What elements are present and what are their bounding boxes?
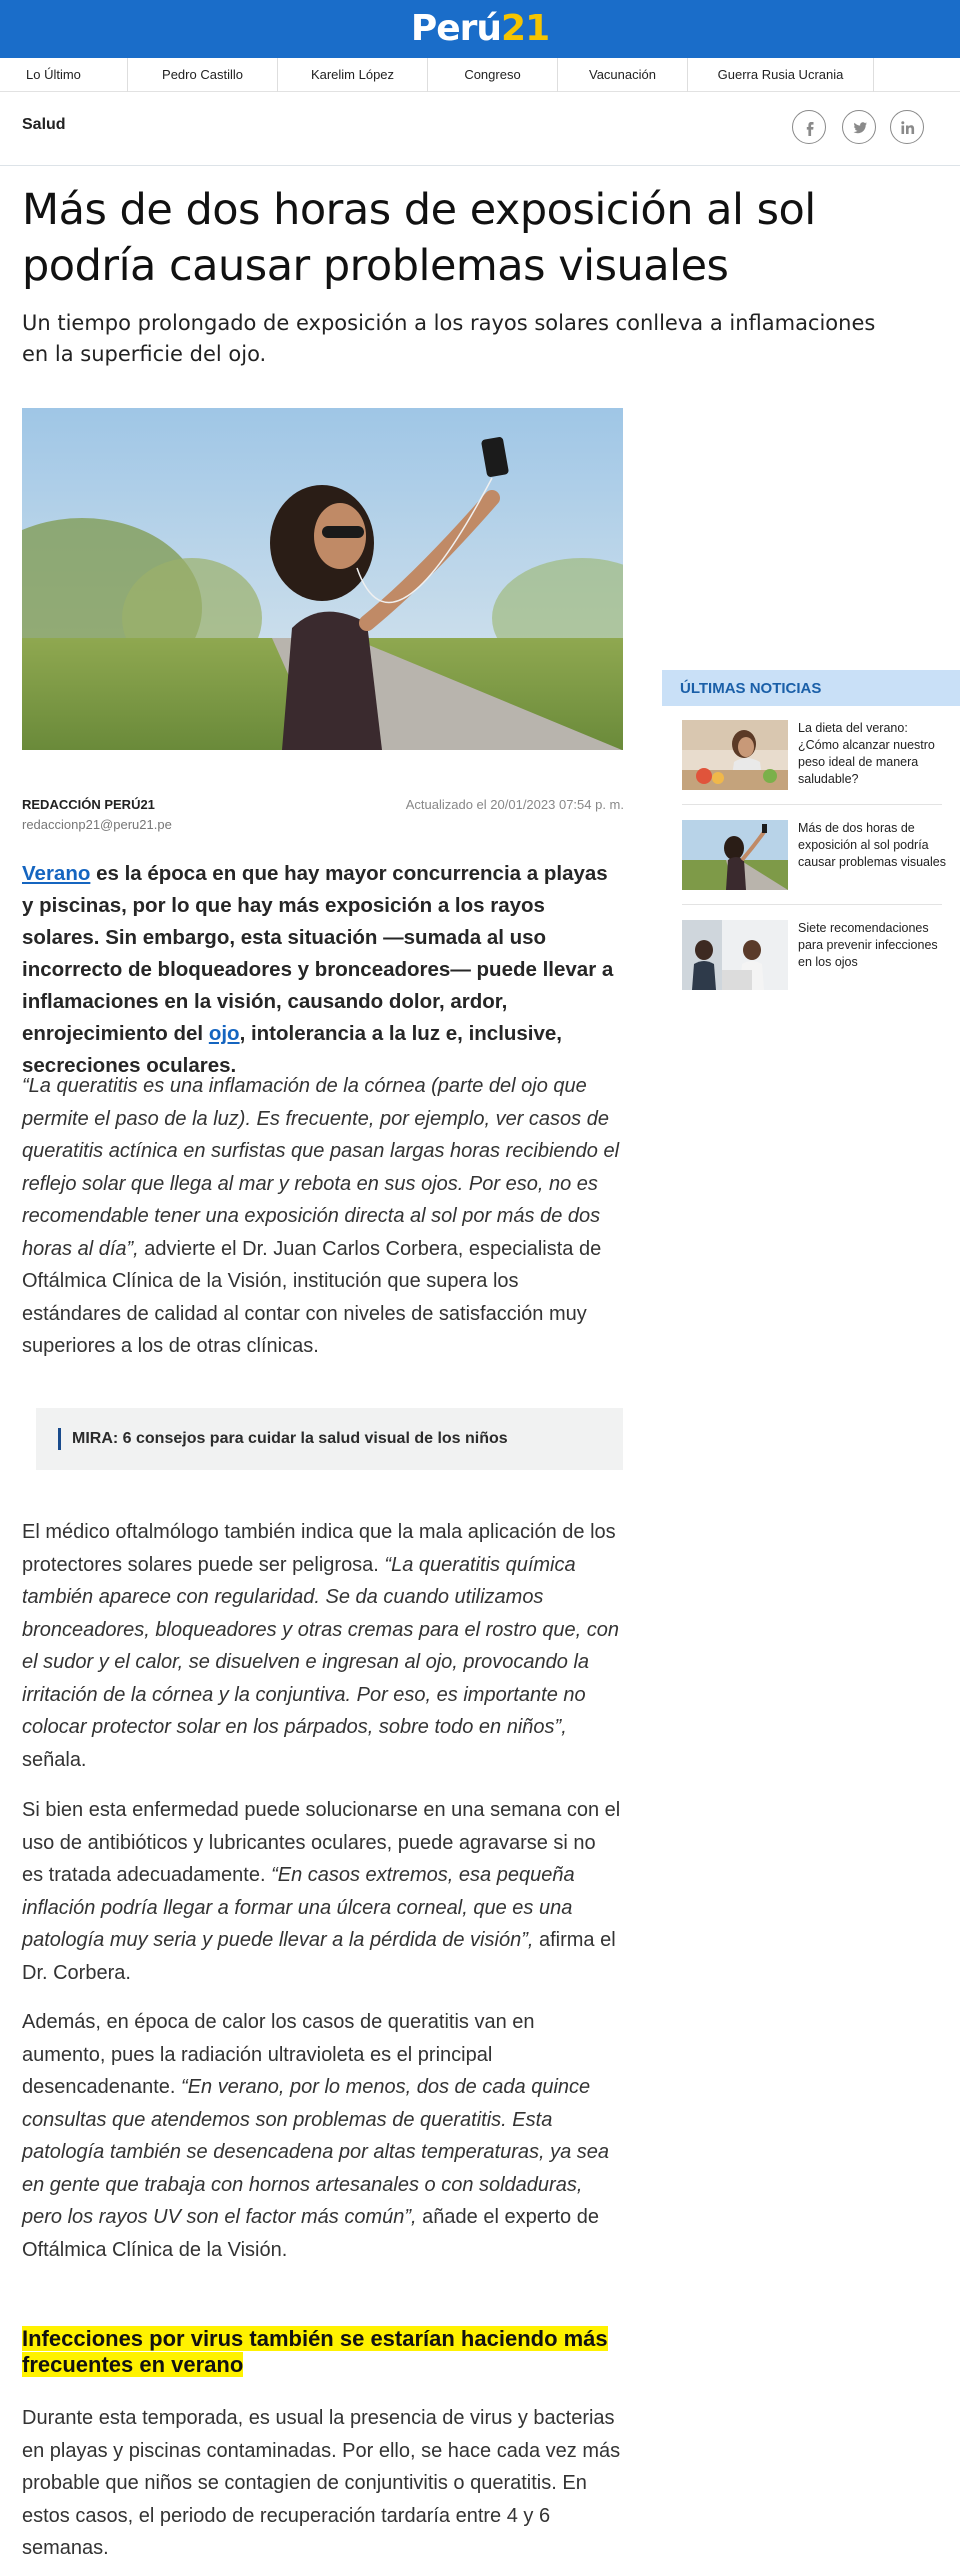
article-subheading bbox=[22, 2326, 622, 2378]
news-divider bbox=[682, 804, 942, 805]
paragraph-4 bbox=[22, 2006, 622, 2266]
linkedin-icon[interactable] bbox=[890, 110, 924, 144]
byline-email: redaccionp21@peru21.pe bbox=[22, 817, 172, 832]
news-title[interactable]: Siete recomendaciones para prevenir infecciones en los ojos bbox=[798, 921, 938, 969]
paragraph-1 bbox=[22, 1070, 622, 1363]
link-ojo[interactable]: ojo bbox=[208, 1022, 240, 1045]
nav-item-lo-ultimo[interactable]: Lo Último bbox=[8, 58, 128, 92]
nav-item-guerra-rusia-ucrania[interactable]: Guerra Rusia Ucrania bbox=[688, 58, 874, 92]
news-thumbnail[interactable] bbox=[682, 820, 788, 890]
latest-news-header bbox=[662, 670, 960, 706]
lead-text-2: , intolerancia a la luz e, inclusive, secreciones oculares. bbox=[22, 1022, 563, 1077]
section-bar bbox=[0, 92, 960, 166]
facebook-icon[interactable] bbox=[792, 110, 826, 144]
paragraph-5: Durante esta temporada, es usual la presencia de virus y bacterias en playas y piscinas contaminadas. Por ello, se hace cada vez más probable que niños se contagien de conjuntivitis o queratitis. En estos casos, el periodo de recuperación tardaría entre 4 y 6 semanas. bbox=[22, 2407, 621, 2559]
nav-item-karelim-lopez[interactable]: Karelim López bbox=[278, 58, 428, 92]
news-thumbnail[interactable] bbox=[682, 920, 788, 990]
paragraph-3 bbox=[22, 1794, 622, 1989]
hero-image bbox=[22, 408, 623, 750]
paragraph-2 bbox=[22, 1516, 622, 1776]
news-title[interactable]: Más de dos horas de exposición al sol podría causar problemas visuales bbox=[798, 821, 946, 869]
subheading-text: Infecciones por virus también se estarían haciendo más frecuentes en verano bbox=[22, 2326, 608, 2377]
main-nav bbox=[0, 58, 960, 92]
article-lead bbox=[22, 858, 622, 1082]
section-label[interactable]: Salud bbox=[22, 116, 66, 133]
latest-news-title: ÚLTIMAS NOTICIAS bbox=[680, 680, 822, 697]
site-header bbox=[0, 0, 960, 58]
nav-item-congreso[interactable]: Congreso bbox=[428, 58, 558, 92]
paragraph-4-start: Además, en época de calor los casos de queratitis van en aumento, pues la radiación ultravioleta es el principal desencadenante. bbox=[22, 2011, 535, 2098]
quote-3: “En casos extremos, esa pequeña inflación podría llegar a formar una úlcera corneal, que es una patología muy seria y puede llevar a la pérdida de visión”, bbox=[22, 1864, 575, 1951]
paragraph-1-text: advierte el Dr. Juan Carlos Corbera, especialista de Oftálmica Clínica de la Visión, institución que supera los estándares de calidad al contar con niveles de satisfacción muy superiores a los de otras clínicas. bbox=[22, 1237, 602, 1357]
twitter-icon[interactable] bbox=[842, 110, 876, 144]
related-link-accent bbox=[58, 1428, 61, 1450]
news-thumbnail[interactable] bbox=[682, 720, 788, 790]
news-divider bbox=[682, 904, 942, 905]
lead-text-1: es la época en que hay mayor concurrencia a playas y piscinas, por lo que hay más exposición a los rayos solares. Sin embargo, esta situación —sumada al uso incorrecto de bloqueadores y bronceadores— puede llevar a inflamaciones en la visión, causando dolor, ardor, enrojecimiento del bbox=[22, 862, 614, 1045]
news-title[interactable]: La dieta del verano: ¿Cómo alcanzar nuestro peso ideal de manera saludable? bbox=[798, 721, 935, 786]
link-verano[interactable]: Verano bbox=[22, 862, 91, 885]
nav-item-pedro-castillo[interactable]: Pedro Castillo bbox=[128, 58, 278, 92]
article-headline: Más de dos horas de exposición al sol podría causar problemas visuales bbox=[22, 185, 816, 291]
paragraph-3-start: Si bien esta enfermedad puede solucionarse en una semana con el uso de antibióticos y lubricantes oculares, puede agravarse si no es tratada adecuadamente. bbox=[22, 1799, 621, 1886]
quote-4: “En verano, por lo menos, dos de cada quince consultas que atendemos son problemas de queratitis. Esta patología también se desencadena por altas temperaturas, ya sea en gente que trabaja con hornos artesanales o con soldaduras, pero los rayos UV son el factor más común”, bbox=[22, 2076, 610, 2228]
quote-2: “La queratitis química también aparece con regularidad. Se da cuando utilizamos bronceadores, bloqueadores y otras cremas para el rostro que, con el sudor y el calor, se disuelven e ingresan al ojo, provocando la irritación de la córnea y la conjuntiva. Por eso, es importante no colocar protector solar en los párpados, sobre todo en niños”, bbox=[22, 1553, 620, 1738]
logo-text: Perú bbox=[410, 8, 502, 49]
byline-author[interactable]: REDACCIÓN PERÚ21 bbox=[22, 797, 155, 812]
paragraph-3-end: afirma el Dr. Corbera. bbox=[22, 1929, 616, 1984]
related-link-box[interactable] bbox=[36, 1408, 623, 1470]
paragraph-2-end: señala. bbox=[22, 1748, 87, 1771]
related-link-text[interactable]: MIRA: 6 consejos para cuidar la salud visual de los niños bbox=[72, 1430, 508, 1447]
quote-1: “La queratitis es una inflamación de la córnea (parte del ojo que permite el paso de la luz). Es frecuente, por ejemplo, ver casos de queratitis actínica en surfistas que pasan largas horas recibiendo el reflejo solar que llega al mar y rebota en sus ojos. Por eso, no es recomendable tener una exposición directa al sol por más de dos horas al día”, bbox=[22, 1075, 620, 1260]
site-logo[interactable] bbox=[0, 0, 960, 58]
updated-date: Actualizado el 20/01/2023 07:54 p. m. bbox=[405, 797, 624, 812]
logo-number: 21 bbox=[501, 8, 550, 49]
paragraph-4-end: añade el experto de Oftálmica Clínica de la Visión. bbox=[22, 2206, 599, 2261]
nav-item-vacunacion[interactable]: Vacunación bbox=[558, 58, 688, 92]
paragraph-2-start: El médico oftalmólogo también indica que la mala aplicación de los protectores solares puede ser peligrosa. bbox=[22, 1521, 616, 1576]
article-subtitle: Un tiempo prolongado de exposición a los rayos solares conlleva a inflamaciones en la superficie del ojo. bbox=[22, 311, 876, 366]
